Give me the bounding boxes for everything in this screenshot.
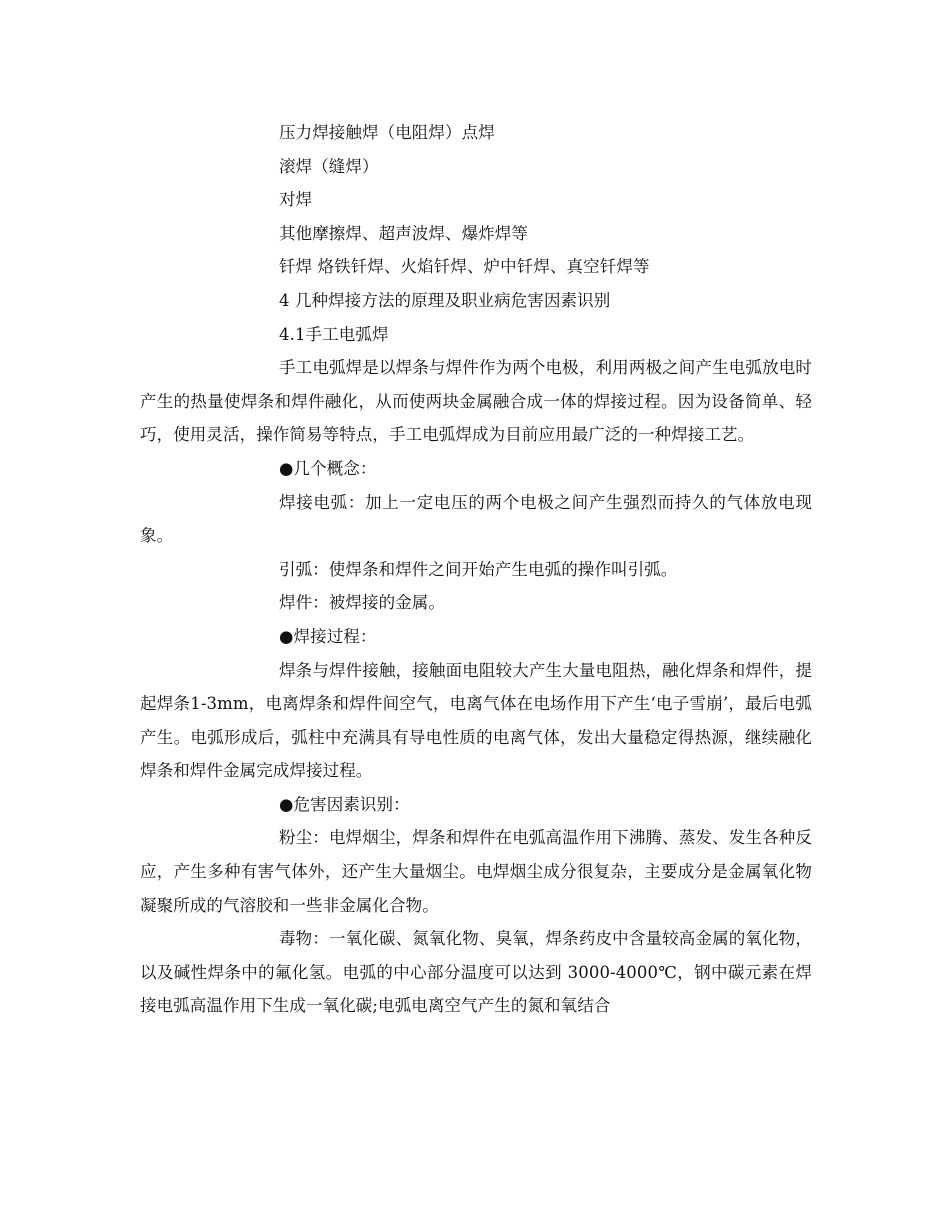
line-arc-striking: 引弧：使焊条和焊件之间开始产生电弧的操作叫引弧。 <box>279 559 678 579</box>
paragraph-welding-process: 焊条与焊件接触，接触面电阻较大产生大量电阻热，融化焊条和焊件，提起焊条1-3mm，电离焊条和焊件间空气，电离气体在电场作用下产生‘电子雪崩’，最后电弧产生。电弧形成后，弧柱中充满具有导电性质的电离气体，发出大量稳定得热源，继续融化焊条和焊件金属完成焊接过程。 <box>140 660 812 781</box>
paragraph-dust-hazard: 粉尘：电焊烟尘，焊条和焊件在电弧高温作用下沸腾、蒸发、发生各种反应，产生多种有害气体外，还产生大量烟尘。电焊烟尘成分很复杂，主要成分是金属氧化物凝聚所成的气溶胶和一些非金属化合物。 <box>140 828 812 915</box>
line-workpiece: 焊件：被焊接的金属。 <box>279 593 445 613</box>
heading-hazard-identification: ●危害因素识别： <box>279 794 410 814</box>
section-heading-4: 4 几种焊接方法的原理及职业病危害因素识别 <box>279 290 611 310</box>
welding-type-butt: 对焊 <box>279 190 313 210</box>
welding-type-seam: 滚焊（缝焊） <box>279 156 379 176</box>
paragraph-manual-arc-welding: 手工电弧焊是以焊条与焊件作为两个电极，利用两极之间产生电弧放电时产生的热量使焊条和焊件融化，从而使两块金属融合成一体的焊接过程。因为设备简单、轻巧，使用灵活，操作简易等特点，手工电弧焊成为目前应用最广泛的一种焊接工艺。 <box>140 358 812 445</box>
document-body <box>140 116 812 1023</box>
paragraph-welding-arc: 焊接电弧：加上一定电压的两个电极之间产生强烈而持久的气体放电现象。 <box>140 492 812 546</box>
paragraph-toxic-hazard: 毒物：一氧化碳、氮氧化物、臭氧，焊条药皮中含量较高金属的氧化物，以及碱性焊条中的氟化氢。电弧的中心部分温度可以达到 3000-4000℃，钢中碳元素在焊接电弧高温作用下生成一氧化碳;电弧电离空气产生的氮和氧结合 <box>140 929 812 1016</box>
section-heading-4-1: 4.1手工电弧焊 <box>279 324 389 344</box>
welding-type-other: 其他摩擦焊、超声波焊、爆炸焊等 <box>279 223 528 243</box>
heading-welding-process: ●焊接过程： <box>279 626 377 646</box>
heading-concepts: ●几个概念： <box>279 458 377 478</box>
welding-type-pressure: 压力焊接触焊（电阻焊）点焊 <box>279 123 495 142</box>
welding-type-brazing: 钎焊 烙铁钎焊、火焰钎焊、炉中钎焊、真空钎焊等 <box>279 257 650 277</box>
